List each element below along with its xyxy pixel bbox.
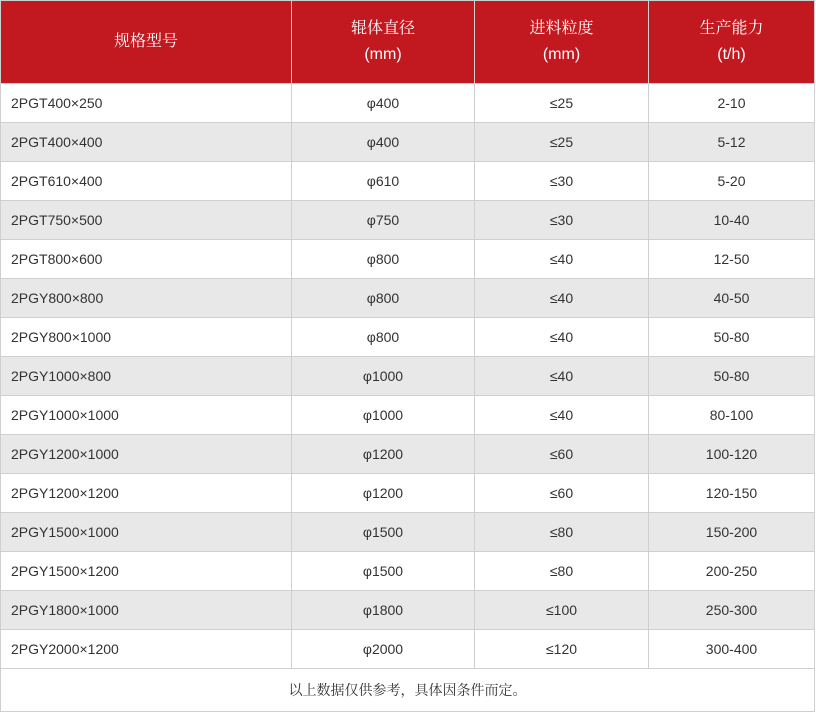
table-row <box>1 591 815 630</box>
cell-roll-diameter: φ750 <box>292 201 475 240</box>
table-row <box>1 279 815 318</box>
cell-roll-diameter: φ1200 <box>292 474 475 513</box>
cell-model: 2PGT800×600 <box>1 240 292 279</box>
table-row <box>1 552 815 591</box>
cell-feed-size: ≤40 <box>475 318 649 357</box>
column-header-roll-diameter <box>292 1 475 84</box>
cell-roll-diameter: φ400 <box>292 123 475 162</box>
cell-capacity: 250-300 <box>649 591 815 630</box>
cell-feed-size: ≤40 <box>475 396 649 435</box>
cell-model: 2PGY1000×800 <box>1 357 292 396</box>
cell-capacity: 12-50 <box>649 240 815 279</box>
cell-feed-size: ≤30 <box>475 201 649 240</box>
cell-capacity: 50-80 <box>649 357 815 396</box>
cell-capacity: 120-150 <box>649 474 815 513</box>
cell-model: 2PGY1500×1000 <box>1 513 292 552</box>
cell-capacity: 300-400 <box>649 630 815 669</box>
cell-roll-diameter: φ800 <box>292 279 475 318</box>
table-row <box>1 240 815 279</box>
cell-model: 2PGY800×1000 <box>1 318 292 357</box>
cell-roll-diameter: φ1000 <box>292 396 475 435</box>
cell-model: 2PGY1000×1000 <box>1 396 292 435</box>
cell-feed-size: ≤30 <box>475 162 649 201</box>
cell-roll-diameter: φ2000 <box>292 630 475 669</box>
cell-roll-diameter: φ1000 <box>292 357 475 396</box>
column-header-capacity <box>649 1 815 84</box>
table-footer <box>1 669 815 712</box>
cell-roll-diameter: φ1500 <box>292 552 475 591</box>
cell-feed-size: ≤60 <box>475 435 649 474</box>
table-row <box>1 318 815 357</box>
table-footer-row <box>1 669 815 712</box>
cell-model: 2PGY1200×1200 <box>1 474 292 513</box>
cell-feed-size: ≤25 <box>475 84 649 123</box>
column-header-feed-size <box>475 1 649 84</box>
column-header-capacity-line2: (t/h) <box>717 46 746 63</box>
column-header-feed-size-line1: 进料粒度 <box>529 20 594 37</box>
table-header-row <box>1 1 815 84</box>
cell-roll-diameter: φ800 <box>292 318 475 357</box>
cell-capacity: 40-50 <box>649 279 815 318</box>
cell-capacity: 2-10 <box>649 84 815 123</box>
cell-feed-size: ≤100 <box>475 591 649 630</box>
table-body <box>1 84 815 669</box>
table-row <box>1 357 815 396</box>
table-row <box>1 162 815 201</box>
cell-roll-diameter: φ1800 <box>292 591 475 630</box>
cell-roll-diameter: φ800 <box>292 240 475 279</box>
cell-feed-size: ≤120 <box>475 630 649 669</box>
cell-model: 2PGY800×800 <box>1 279 292 318</box>
column-header-capacity-line1: 生产能力 <box>699 20 764 37</box>
table-row <box>1 201 815 240</box>
cell-feed-size: ≤25 <box>475 123 649 162</box>
cell-capacity: 5-20 <box>649 162 815 201</box>
cell-roll-diameter: φ1200 <box>292 435 475 474</box>
table-row <box>1 474 815 513</box>
table-row <box>1 396 815 435</box>
cell-capacity: 50-80 <box>649 318 815 357</box>
cell-feed-size: ≤40 <box>475 357 649 396</box>
footnote: 以上数据仅供参考，具体因条件而定。 <box>1 669 815 712</box>
column-header-model-line1: 规格型号 <box>113 33 178 50</box>
cell-model: 2PGY2000×1200 <box>1 630 292 669</box>
cell-capacity: 100-120 <box>649 435 815 474</box>
table-header <box>1 1 815 84</box>
cell-model: 2PGT610×400 <box>1 162 292 201</box>
cell-feed-size: ≤60 <box>475 474 649 513</box>
table-row <box>1 513 815 552</box>
cell-feed-size: ≤40 <box>475 279 649 318</box>
cell-model: 2PGY1200×1000 <box>1 435 292 474</box>
table-row <box>1 630 815 669</box>
cell-model: 2PGT400×250 <box>1 84 292 123</box>
cell-model: 2PGT750×500 <box>1 201 292 240</box>
table-row <box>1 84 815 123</box>
cell-feed-size: ≤80 <box>475 552 649 591</box>
cell-capacity: 10-40 <box>649 201 815 240</box>
cell-model: 2PGT400×400 <box>1 123 292 162</box>
cell-capacity: 150-200 <box>649 513 815 552</box>
cell-roll-diameter: φ1500 <box>292 513 475 552</box>
column-header-feed-size-line2: (mm) <box>542 46 581 63</box>
column-header-roll-diameter-line2: (mm) <box>364 46 402 63</box>
cell-model: 2PGY1500×1200 <box>1 552 292 591</box>
cell-feed-size: ≤40 <box>475 240 649 279</box>
cell-model: 2PGY1800×1000 <box>1 591 292 630</box>
cell-capacity: 200-250 <box>649 552 815 591</box>
cell-capacity: 5-12 <box>649 123 815 162</box>
cell-capacity: 80-100 <box>649 396 815 435</box>
cell-roll-diameter: φ400 <box>292 84 475 123</box>
column-header-roll-diameter-line1: 辊体直径 <box>350 20 415 37</box>
cell-roll-diameter: φ610 <box>292 162 475 201</box>
table-row <box>1 123 815 162</box>
table-row <box>1 435 815 474</box>
column-header-model <box>1 1 292 84</box>
cell-feed-size: ≤80 <box>475 513 649 552</box>
